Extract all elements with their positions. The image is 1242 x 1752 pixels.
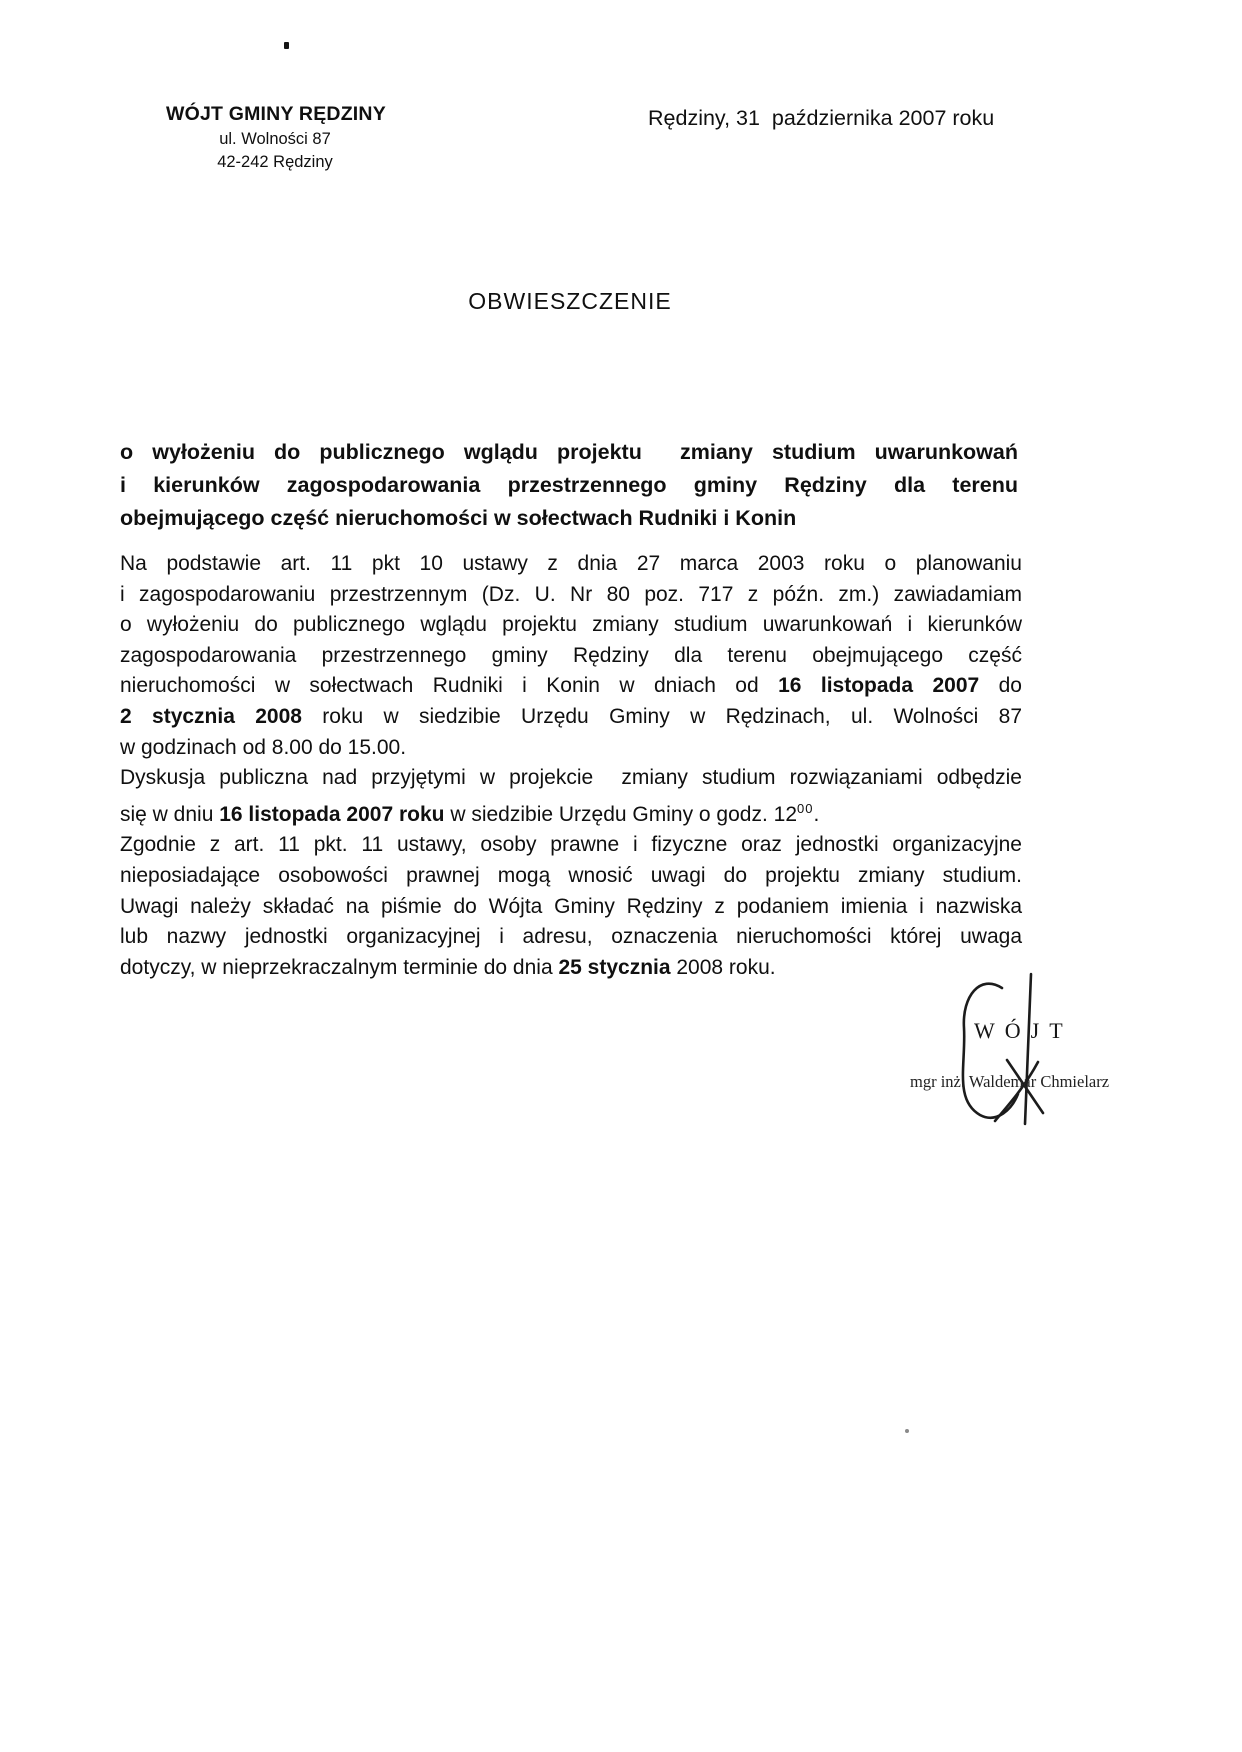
text-line xyxy=(120,610,1022,641)
text-segment: Uwagi należy składać na piśmie do Wójta Gminy Rędziny z podaniem imienia i nazwiska xyxy=(120,894,1022,918)
text-segment: 25 stycznia xyxy=(558,955,671,979)
text-segment: dotyczy, w nieprzekraczalnym terminie do dnia xyxy=(120,955,559,979)
text-segment: w siedzibie Urzędu Gminy o godz. 12 xyxy=(444,802,797,826)
text-segment: lub nazwy jednostki organizacyjnej i adresu, oznaczenia nieruchomości której uwaga xyxy=(120,925,1022,949)
sender-block xyxy=(166,103,384,172)
text-segment: w godzinach od 8.00 do 15.00. xyxy=(120,735,407,759)
text-line xyxy=(120,549,1022,580)
text-line xyxy=(120,502,1018,535)
place-and-date: Rędziny, 31 października 2007 roku xyxy=(648,106,995,130)
text-line xyxy=(120,733,1022,764)
text-segment: i zagospodarowaniu przestrzennym (Dz. U. Nr 80 poz. 717 z późn. zm.) zawiadamiam xyxy=(120,582,1022,606)
sender-address-street: ul. Wolności 87 xyxy=(219,130,331,148)
text-segment: roku w siedzibie Urzędu Gminy w Rędzinach, ul. Wolności 87 xyxy=(301,704,1022,728)
text-line xyxy=(120,702,1022,733)
text-segment: nieposiadające osobowości prawnej mogą wnosić uwagi do projektu zmiany studium. xyxy=(120,863,1022,887)
text-line xyxy=(120,469,1018,502)
text-segment: 16 listopada 2007 roku xyxy=(219,802,445,826)
text-segment: się w dniu xyxy=(120,802,220,826)
text-segment: 2 stycznia 2008 xyxy=(120,704,302,728)
text-line xyxy=(120,830,1022,861)
text-segment: o wyłożeniu do publicznego wglądu projektu zmiany studium uwarunkowań i kierunków xyxy=(120,613,1022,637)
text-line xyxy=(120,580,1022,611)
text-line xyxy=(120,861,1022,892)
text-line xyxy=(120,922,1022,953)
signature-role: WÓJT xyxy=(974,1018,1073,1043)
text-segment: Na podstawie art. 11 pkt 10 ustawy z dnia 27 marca 2003 roku o planowaniu xyxy=(120,552,1022,575)
text-line xyxy=(120,436,1018,469)
subject-paragraph xyxy=(120,436,1018,535)
text-segment: 2008 roku. xyxy=(670,955,776,979)
text-segment: do xyxy=(979,674,1022,698)
document-title: OBWIESZCZENIE xyxy=(468,288,672,314)
text-segment: i kierunków zagospodarowania przestrzennego gminy Rędziny dla terenu xyxy=(120,473,1018,497)
text-segment: . xyxy=(813,802,820,826)
text-line xyxy=(120,641,1022,672)
text-segment: Zgodnie z art. 11 pkt. 11 ustawy, osoby prawne i fizyczne oraz jednostki organizacyjne xyxy=(120,833,1022,857)
scan-speck xyxy=(284,42,289,49)
text-segment: Dyskusja publiczna nad przyjętymi w projekcie zmiany studium rozwiązaniami odbędzie xyxy=(120,766,1022,790)
handwritten-signature-icon xyxy=(870,972,1170,1152)
body-paragraphs xyxy=(120,549,1022,983)
signature-name: mgr inż. Waldemar Chmielarz xyxy=(910,1072,1110,1091)
sender-name: WÓJT GMINY RĘDZINY xyxy=(166,103,386,125)
scan-speck xyxy=(905,1429,909,1433)
text-line xyxy=(120,763,1022,794)
text-segment: nieruchomości w sołectwach Rudniki i Konin w dniach od xyxy=(120,674,779,698)
text-segment: zagospodarowania przestrzennego gminy Rędziny dla terenu obejmującego część xyxy=(120,643,1022,667)
text-line xyxy=(120,671,1022,702)
text-line xyxy=(120,892,1022,923)
text-segment: obejmującego część nieruchomości w sołectwach Rudniki i Konin xyxy=(120,506,797,530)
text-segment: 16 listopada 2007 xyxy=(778,674,980,698)
signature-block xyxy=(870,972,1170,1152)
text-line xyxy=(120,794,1022,831)
text-segment: 00 xyxy=(797,800,814,816)
sender-address-city: 42-242 Rędziny xyxy=(217,153,333,171)
text-segment: o wyłożeniu do publicznego wglądu projektu zmiany studium uwarunkowań xyxy=(120,440,1018,464)
